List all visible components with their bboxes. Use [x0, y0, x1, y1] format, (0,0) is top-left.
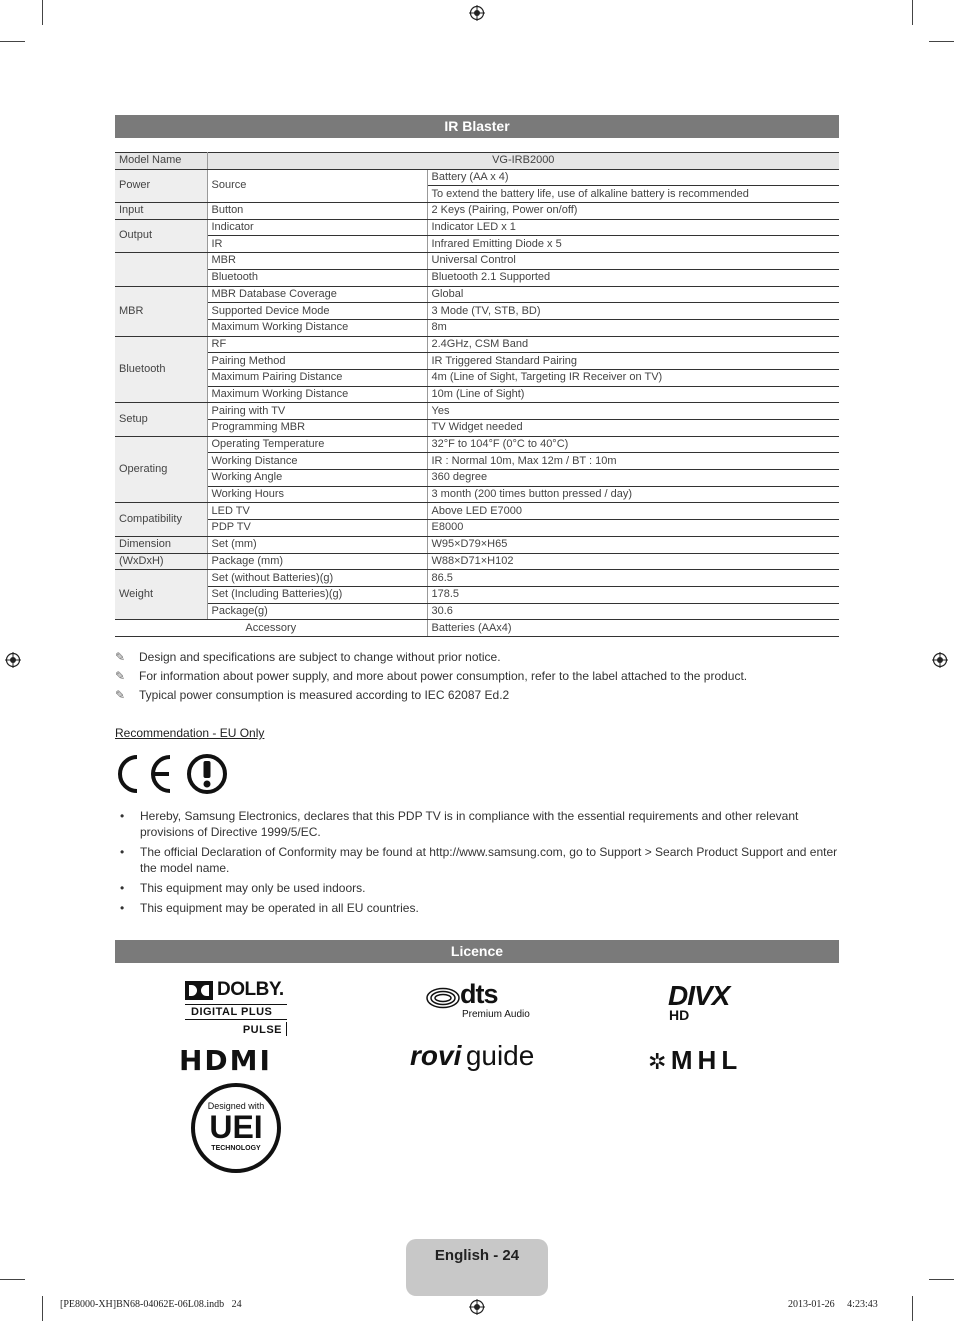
table-cell: (WxDxH) — [115, 553, 207, 570]
table-cell: Supported Device Mode — [207, 303, 427, 320]
table-cell: Bluetooth 2.1 Supported — [427, 269, 839, 286]
table-cell: MBR Database Coverage — [207, 286, 427, 303]
note-item: ✎ Typical power consumption is measured according to IEC 62087 Ed.2 — [115, 686, 747, 705]
spec-table — [115, 152, 839, 637]
recommendation-bullets — [115, 808, 839, 920]
table-row — [115, 203, 839, 220]
table-row — [115, 169, 839, 186]
table-cell: Accessory — [115, 620, 427, 637]
table-row — [115, 553, 839, 570]
table-cell: 3 Mode (TV, STB, BD) — [427, 303, 839, 320]
list-item: • This equipment may only be used indoors. — [120, 881, 366, 895]
table-row — [115, 620, 839, 637]
table-cell: Batteries (AAx4) — [427, 620, 839, 637]
table-row — [115, 236, 839, 253]
crop-mark — [0, 1279, 25, 1280]
table-cell: 3 month (200 times button pressed / day) — [427, 486, 839, 503]
table-cell: 86.5 — [427, 570, 839, 587]
table-row — [115, 319, 839, 336]
dts-wave-icon — [426, 987, 460, 1009]
table-cell: W95×D79×H65 — [427, 536, 839, 553]
table-cell: IR — [207, 236, 427, 253]
note-item: ✎ For information about power supply, and more about power consumption, refer to the label attached to the product. — [115, 667, 747, 686]
divx-hd-logo: DIVX HD — [668, 980, 730, 1023]
table-cell: Pairing Method — [207, 353, 427, 370]
table-cell: Pairing with TV — [207, 403, 427, 420]
table-row — [115, 570, 839, 587]
note-item: ✎ Design and specifications are subject to change without prior notice. — [115, 648, 747, 667]
table-cell: Working Distance — [207, 453, 427, 470]
section-header-ir-blaster: IR Blaster — [115, 115, 839, 138]
table-row — [115, 470, 839, 487]
table-row — [115, 403, 839, 420]
table-cell: 30.6 — [427, 603, 839, 620]
table-row — [115, 536, 839, 553]
table-row — [115, 520, 839, 537]
table-cell: Package (mm) — [207, 553, 427, 570]
table-cell: Power — [115, 169, 207, 202]
table-row — [115, 486, 839, 503]
table-cell: 4m (Line of Sight, Targeting IR Receiver on TV) — [427, 369, 839, 386]
table-cell: IR : Normal 10m, Max 12m / BT : 10m — [427, 453, 839, 470]
table-row — [115, 269, 839, 286]
table-cell: Battery (AA x 4) — [427, 169, 839, 186]
uei-logo: Designed with UEI TECHNOLOGY — [191, 1083, 281, 1173]
crop-mark — [912, 1296, 913, 1321]
table-cell: Set (without Batteries)(g) — [207, 570, 427, 587]
table-cell: Package(g) — [207, 603, 427, 620]
list-item: • Hereby, Samsung Electronics, declares that this PDP TV is in compliance with the essential requirements and other relevant provisions of Directive 1999/5/EC. — [120, 809, 799, 839]
table-cell: Output — [115, 219, 207, 252]
table-cell: PDP TV — [207, 520, 427, 537]
table-cell: 10m (Line of Sight) — [427, 386, 839, 403]
crop-mark — [0, 41, 25, 42]
table-row — [115, 286, 839, 303]
table-cell: 178.5 — [427, 586, 839, 603]
table-cell: To extend the battery life, use of alkaline battery is recommended — [427, 186, 839, 203]
crop-mark — [929, 1279, 954, 1280]
list-item: • The official Declaration of Conformity may be found at http://www.samsung.com, go to Support > Search Product Support and enter the model name. — [120, 845, 838, 875]
table-row — [115, 153, 839, 170]
table-row — [115, 303, 839, 320]
pencil-note-icon: ✎ — [115, 650, 126, 664]
table-cell: MBR — [115, 286, 207, 336]
registration-mark-icon — [469, 5, 485, 21]
table-row — [115, 453, 839, 470]
table-cell: Global — [427, 286, 839, 303]
table-cell: Programming MBR — [207, 420, 427, 437]
dts-logo: dts Premium Audio — [426, 985, 536, 1025]
rovi-guide-logo: rovi guide — [410, 1040, 535, 1071]
table-cell — [115, 253, 207, 286]
list-item: • This equipment may be operated in all EU countries. — [120, 901, 419, 915]
registration-mark-icon — [469, 1299, 485, 1315]
table-row — [115, 503, 839, 520]
table-cell: Maximum Working Distance — [207, 386, 427, 403]
pencil-note-icon: ✎ — [115, 669, 126, 683]
table-row — [115, 369, 839, 386]
table-cell: Operating Temperature — [207, 436, 427, 453]
table-cell: W88×D71×H102 — [427, 553, 839, 570]
table-cell: RF — [207, 336, 427, 353]
ce-alert-mark-icon — [115, 752, 230, 796]
table-cell: Bluetooth — [207, 269, 427, 286]
print-slug-right: 2013-01-26 4:23:43 — [788, 1299, 878, 1310]
mhl-symbol-icon: ✲ — [648, 1049, 667, 1074]
table-cell: Bluetooth — [115, 336, 207, 403]
table-cell: 360 degree — [427, 470, 839, 487]
crop-mark — [929, 41, 954, 42]
table-cell: Infrared Emitting Diode x 5 — [427, 236, 839, 253]
table-cell: Model Name — [115, 153, 207, 170]
table-cell: Set (Including Batteries)(g) — [207, 586, 427, 603]
table-row — [115, 386, 839, 403]
table-cell: TV Widget needed — [427, 420, 839, 437]
mhl-logo: ✲ MHL — [648, 1045, 743, 1075]
table-row — [115, 219, 839, 236]
table-cell: Compatibility — [115, 503, 207, 536]
page-number-tab: English - 24 — [406, 1239, 548, 1296]
table-cell: 32°F to 104°F (0°C to 40°C) — [427, 436, 839, 453]
table-row — [115, 353, 839, 370]
table-cell: Button — [207, 203, 427, 220]
table-cell: Maximum Working Distance — [207, 319, 427, 336]
table-cell: 2 Keys (Pairing, Power on/off) — [427, 203, 839, 220]
table-cell: Working Angle — [207, 470, 427, 487]
table-cell: Working Hours — [207, 486, 427, 503]
table-cell: Yes — [427, 403, 839, 420]
hdmi-logo: HDMI — [179, 1044, 272, 1077]
table-row — [115, 586, 839, 603]
table-row — [115, 336, 839, 353]
table-row — [115, 603, 839, 620]
pencil-note-icon: ✎ — [115, 688, 126, 702]
print-slug-left: [PE8000-XH]BN68-04062E-06L08.indb 24 — [60, 1299, 242, 1310]
registration-mark-icon — [932, 652, 948, 668]
crop-mark — [42, 0, 43, 25]
recommendation-heading: Recommendation - EU Only — [115, 726, 265, 740]
registration-mark-icon — [5, 652, 21, 668]
table-cell: 8m — [427, 319, 839, 336]
table-cell: Setup — [115, 403, 207, 436]
table-cell: Maximum Pairing Distance — [207, 369, 427, 386]
table-row — [115, 420, 839, 437]
table-cell: Input — [115, 203, 207, 220]
table-row — [115, 436, 839, 453]
section-header-licence: Licence — [115, 940, 839, 963]
dolby-double-d-icon — [185, 981, 213, 1000]
table-row — [115, 253, 839, 270]
table-cell: Weight — [115, 570, 207, 620]
table-cell: Source — [207, 169, 427, 202]
table-cell: IR Triggered Standard Pairing — [427, 353, 839, 370]
table-cell: Operating — [115, 436, 207, 503]
table-cell: MBR — [207, 253, 427, 270]
table-cell: 2.4GHz, CSM Band — [427, 336, 839, 353]
table-cell: VG-IRB2000 — [207, 153, 839, 170]
notes-list — [115, 648, 747, 705]
crop-mark — [912, 0, 913, 25]
table-cell: Dimension — [115, 536, 207, 553]
table-cell: E8000 — [427, 520, 839, 537]
crop-mark — [42, 1296, 43, 1321]
dolby-logo: DOLBY. DIGITAL PLUS PULSE — [185, 979, 287, 1038]
table-cell: Above LED E7000 — [427, 503, 839, 520]
table-cell: Universal Control — [427, 253, 839, 270]
table-cell: Set (mm) — [207, 536, 427, 553]
table-cell: Indicator — [207, 219, 427, 236]
table-cell: LED TV — [207, 503, 427, 520]
table-cell: Indicator LED x 1 — [427, 219, 839, 236]
